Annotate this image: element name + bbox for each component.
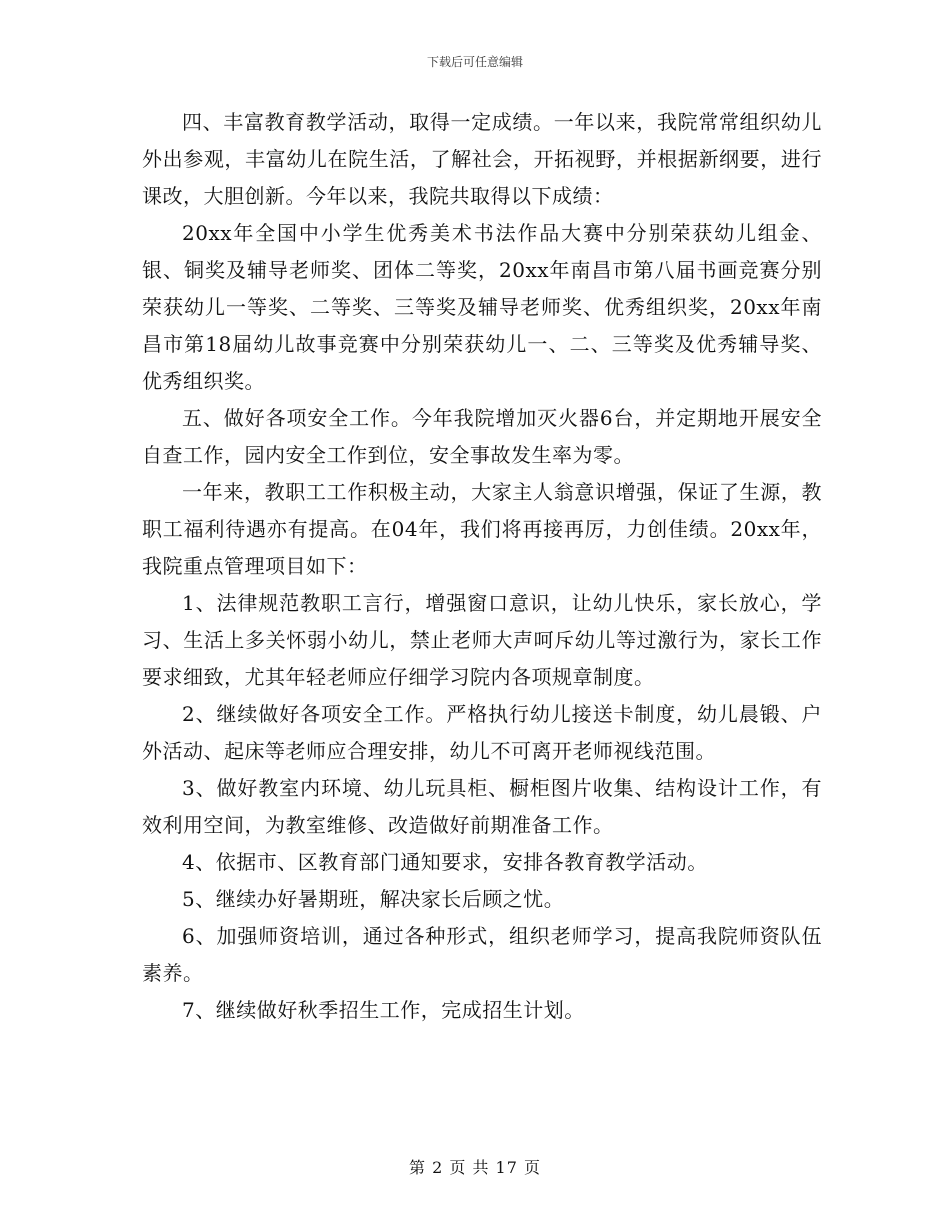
page-number: 第 2 页 共 17 页 [409, 1158, 541, 1177]
paragraph-summary: 一年来，教职工工作积极主动，大家主人翁意识增强，保证了生源，教职工福利待遇亦有提高。在04年，我们将再接再厉，力创佳绩。20xx年，我院重点管理项目如下： [142, 480, 822, 578]
paragraph-safety: 五、做好各项安全工作。今年我院增加灭火器6台，并定期地开展安全自查工作，园内安全工作到位，安全事故发生率为零。 [142, 406, 822, 467]
list-item-4: 4、依据市、区教育部门通知要求，安排各教育教学活动。 [182, 850, 708, 874]
page-header: 下载后可任意编辑 [426, 55, 523, 69]
document-body [142, 104, 822, 1029]
paragraph-awards: 20xx年全国中小学生优秀美术书法作品大赛中分别荣获幼儿组金、银、铜奖及辅导老师奖、团体二等奖，20xx年南昌市第八届书画竞赛分别荣获幼儿一等奖、二等奖、三等奖及辅导老师奖、优秀组织奖，20xx年南昌市第18届幼儿故事竞赛中分别荣获幼儿一、二、三等奖及优秀辅导奖、优秀组织奖。 [142, 221, 822, 393]
list-item-1: 1、法律规范教职工言行，增强窗口意识，让幼儿快乐，家长放心，学习、生活上多关怀弱小幼儿，禁止老师大声呵斥幼儿等过激行为，家长工作要求细致，尤其年轻老师应仔细学习院内各项规章制度。 [142, 591, 822, 689]
list-item-2: 2、继续做好各项安全工作。严格执行幼儿接送卡制度，幼儿晨锻、户外活动、起床等老师应合理安排，幼儿不可离开老师视线范围。 [142, 702, 822, 763]
list-item-3: 3、做好教室内环境、幼儿玩具柜、橱柜图片收集、结构设计工作，有效利用空间，为教室维修、改造做好前期准备工作。 [142, 776, 822, 837]
list-item-5: 5、继续办好暑期班，解决家长后顾之忧。 [182, 887, 565, 911]
list-item-6: 6、加强师资培训，通过各种形式，组织老师学习，提高我院师资队伍素养。 [142, 924, 822, 985]
list-item-7: 7、继续做好秋季招生工作，完成招生计划。 [182, 998, 585, 1022]
paragraph-activities: 四、丰富教育教学活动，取得一定成绩。一年以来，我院常常组织幼儿外出参观，丰富幼儿在院生活，了解社会，开拓视野，并根据新纲要，进行课改，大胆创新。今年以来，我院共取得以下成绩： [142, 110, 822, 208]
